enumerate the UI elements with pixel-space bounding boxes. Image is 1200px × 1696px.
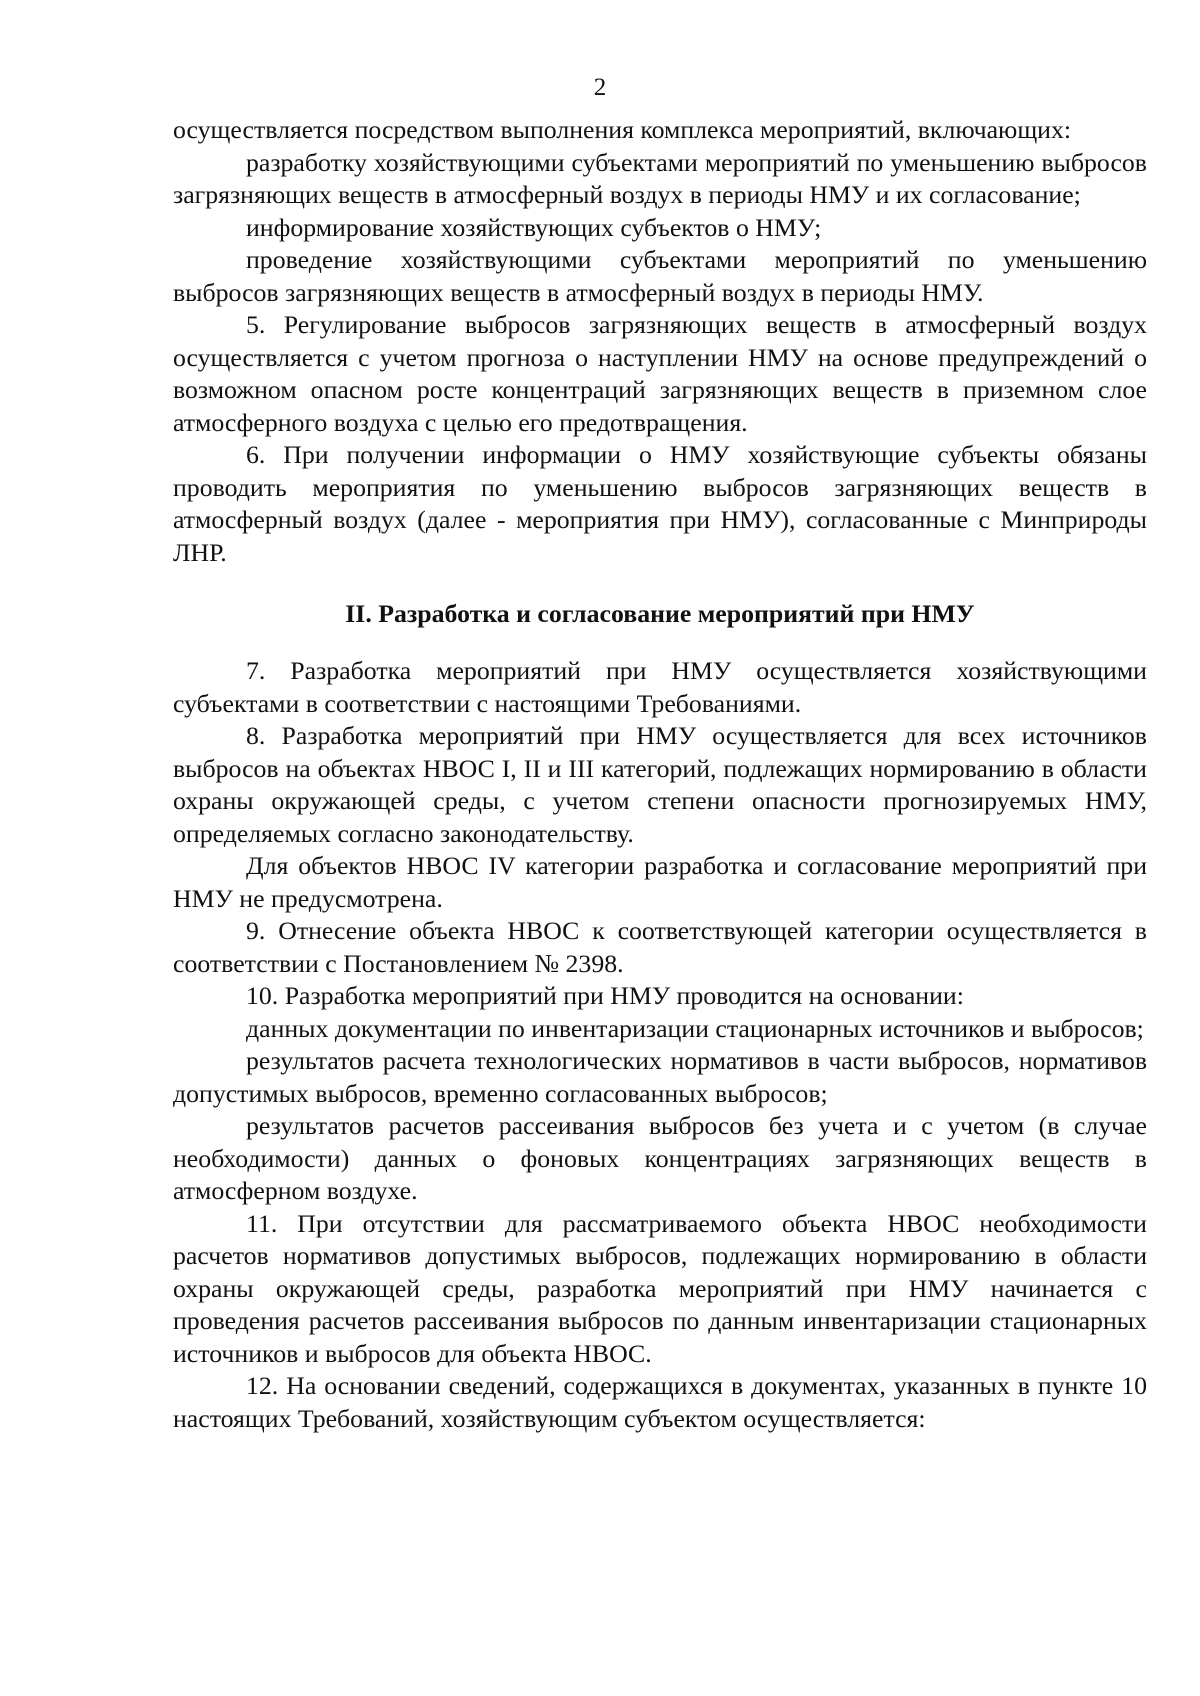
page-number: 2 (593, 74, 607, 101)
paragraph-clause-5: 5. Регулирование выбросов загрязняющих веществ в атмосферный воздух осуществляется с учетом прогноза о наступлении НМУ на основе предупреждений о возможном опасном росте концентраций загрязняющих веществ в приземном слое атмосферного воздуха с целью его предотвращения. (173, 310, 1147, 437)
list-item-development: разработку хозяйствующими субъектами мероприятий по уменьшению выбросов загрязняющих веществ в атмосферный воздух в периоды НМУ и их согласование; (173, 147, 1147, 209)
list-item-dispersion-results: результатов расчетов рассеивания выбросов без учета и с учетом (в случае необходимости) данных о фоновых концентрациях загрязняющих веществ в атмосферном воздухе. (173, 1111, 1147, 1205)
section-heading: II. Разработка и согласование мероприятий при НМУ (345, 599, 975, 628)
paragraph-clause-11: 11. При отсутствии для рассматриваемого объекта НВОС необходимости расчетов нормативов допустимых выбросов, подлежащих нормированию в области охраны окружающей среды, разработка мероприятий при НМУ начинается с проведения расчетов рассеивания выбросов по данным инвентаризации стационарных источников и выбросов для объекта НВОС. (173, 1208, 1147, 1368)
document-body (173, 114, 1147, 1435)
list-item-informing: информирование хозяйствующих субъектов о НМУ; (246, 212, 822, 242)
list-item-standards-results: результатов расчета технологических нормативов в части выбросов, нормативов допустимых выбросов, временно согласованных выбросов; (173, 1046, 1147, 1108)
paragraph-clause-12: 12. На основании сведений, содержащихся в документах, указанных в пункте 10 настоящих Требований, хозяйствующим субъектом осуществляется: (173, 1371, 1147, 1433)
paragraph-clause-10: 10. Разработка мероприятий при НМУ проводится на основании: (246, 981, 964, 1010)
paragraph-clause-6: 6. При получении информации о НМУ хозяйствующие субъекты обязаны проводить мероприятия по уменьшению выбросов загрязняющих веществ в атмосферный воздух (далее - мероприятия при НМУ), согласованные с Минприроды ЛНР. (173, 440, 1147, 567)
list-item-inventory-data: данных документации по инвентаризации стационарных источников и выбросов; (246, 1013, 1144, 1043)
paragraph-clause-7: 7. Разработка мероприятий при НМУ осуществляется хозяйствующими субъектами в соответствии с настоящими Требованиями. (173, 656, 1147, 718)
paragraph-continuation: осуществляется посредством выполнения комплекса мероприятий, включающих: (173, 115, 1072, 144)
list-item-conducting: проведение хозяйствующими субъектами мероприятий по уменьшению выбросов загрязняющих веществ в атмосферный воздух в периоды НМУ. (173, 245, 1147, 307)
paragraph-clause-9: 9. Отнесение объекта НВОС к соответствующей категории осуществляется в соответствии с Постановлением № 2398. (173, 916, 1147, 978)
paragraph-clause-8: 8. Разработка мероприятий при НМУ осуществляется для всех источников выбросов на объектах НВОС I, II и III категорий, подлежащих нормированию в области охраны окружающей среды, с учетом степени опасности прогнозируемых НМУ, определяемых согласно законодательству. (173, 721, 1147, 848)
paragraph-category-iv: Для объектов НВОС IV категории разработка и согласование мероприятий при НМУ не предусмотрена. (173, 851, 1147, 913)
